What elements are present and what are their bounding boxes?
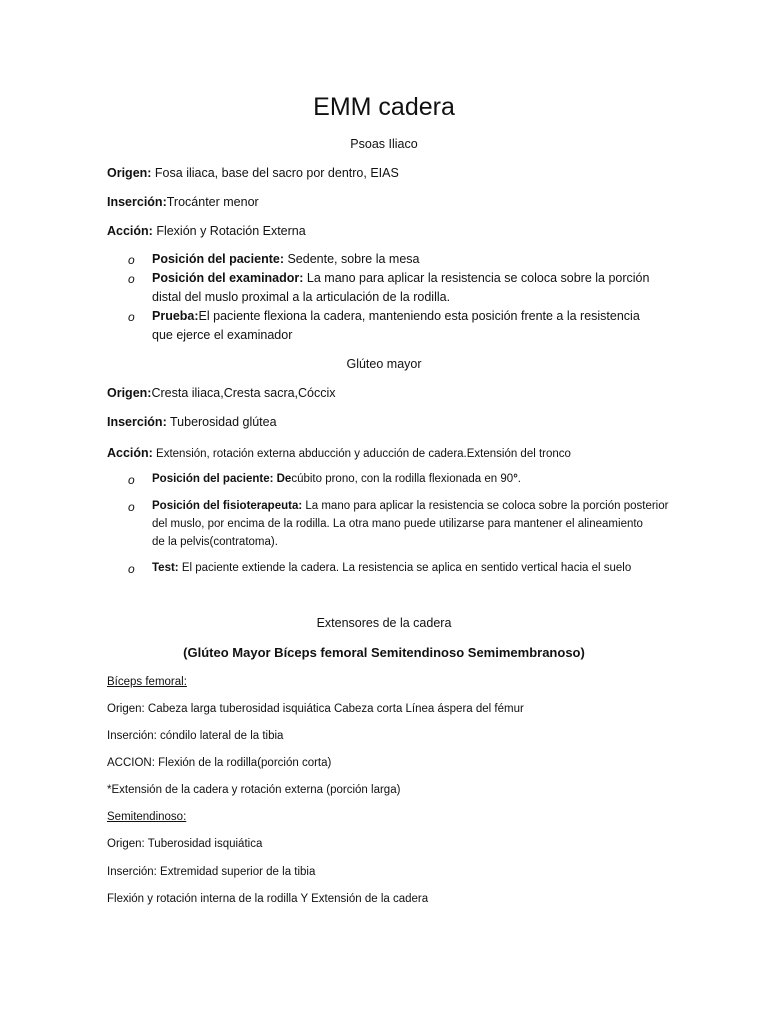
- semitendinoso-insercion: Inserción: Extremidad superior de la tibia: [107, 866, 316, 878]
- psoas-insercion: [107, 195, 259, 209]
- item-text: La mano para aplicar la resistencia se coloca sobre la porción: [303, 271, 650, 285]
- group-text: (Glúteo Mayor Bíceps femoral Semitendinoso Semimembranoso): [183, 645, 585, 660]
- item-label: Posición del paciente:: [152, 252, 284, 266]
- item-label: Posición del examinador:: [152, 271, 304, 285]
- section-heading-gluteo: Glúteo mayor: [346, 357, 422, 371]
- item-end: .: [517, 473, 521, 485]
- insercion-text: Tuberosidad glútea: [166, 415, 277, 429]
- psoas-posicion-examinador-cont: distal del muslo proximal a la articulación de la rodilla.: [152, 290, 451, 304]
- item-label: Posición del fisioterapeuta:: [152, 500, 303, 512]
- gluteo-posicion-fisioterapeuta: [152, 500, 668, 512]
- extensores-group: [0, 645, 768, 660]
- accion-text: Flexión y Rotación Externa: [152, 224, 306, 238]
- gluteo-accion: [107, 444, 571, 462]
- item-text: Sedente, sobre la mesa: [283, 252, 420, 266]
- origen-label: Origen:: [107, 386, 152, 400]
- accion-text: Extensión, rotación externa abducción y aducción de cadera.Extensión del tronco: [152, 448, 571, 460]
- biceps-femoral-label: Bíceps femoral:: [107, 676, 187, 688]
- bullet-icon: o: [128, 272, 135, 286]
- gluteo-origen: [107, 386, 336, 400]
- semitendinoso-accion: Flexión y rotación interna de la rodilla Y Extensión de la cadera: [107, 893, 429, 905]
- degree-symbol: °: [513, 473, 518, 485]
- insercion-label: Inserción:: [107, 195, 167, 209]
- bullet-icon: o: [128, 253, 135, 267]
- origen-text: Fosa iliaca, base del sacro por dentro, EIAS: [151, 166, 399, 180]
- item-text: La mano para aplicar la resistencia se coloca sobre la porción posterior: [302, 500, 669, 512]
- semitendinoso-label: Semitendinoso:: [107, 811, 187, 823]
- psoas-origen: [107, 166, 399, 180]
- gluteo-insercion: [107, 415, 277, 429]
- biceps-origen: Origen: Cabeza larga tuberosidad isquiática Cabeza corta Línea áspera del fémur: [107, 703, 524, 715]
- item-label: Posición del paciente:: [152, 473, 274, 485]
- origen-label: Origen:: [107, 166, 152, 180]
- bullet-icon: o: [128, 473, 135, 487]
- semitendinoso-origen: Origen: Tuberosidad isquiática: [107, 838, 263, 850]
- psoas-prueba-cont: que ejerce el examinador: [152, 328, 293, 342]
- accion-label: Acción:: [107, 224, 153, 238]
- item-text: El paciente flexiona la cadera, manteniendo esta posición frente a la resistencia: [198, 309, 640, 323]
- biceps-extension: *Extensión de la cadera y rotación externa (porción larga): [107, 784, 401, 796]
- page-title: EMM cadera: [313, 93, 455, 121]
- biceps-insercion: Inserción: cóndilo lateral de la tibia: [107, 730, 284, 742]
- item-label: Test:: [152, 562, 179, 574]
- item-text: cúbito prono, con la rodilla flexionada en 90: [291, 473, 514, 485]
- item-text: El paciente extiende la cadera. La resistencia se aplica en sentido vertical hacia el suelo: [178, 562, 632, 574]
- bullet-icon: o: [128, 562, 135, 576]
- gluteo-posicion-paciente: [152, 473, 521, 485]
- insercion-label: Inserción:: [107, 415, 167, 429]
- bullet-icon: o: [128, 310, 135, 324]
- bullet-icon: o: [128, 500, 135, 514]
- psoas-prueba: [152, 309, 640, 323]
- gluteo-posicion-fisioterapeuta-cont2: de la pelvis(contratoma).: [152, 536, 278, 548]
- section-heading-extensores: Extensores de la cadera: [316, 616, 452, 630]
- biceps-accion: ACCION: Flexión de la rodilla(porción corta): [107, 757, 332, 769]
- psoas-posicion-paciente: [152, 252, 419, 266]
- origen-text: Cresta iliaca,Cresta sacra,Cóccix: [151, 386, 336, 400]
- item-label: Prueba:: [152, 309, 199, 323]
- insercion-text: Trocánter menor: [166, 195, 259, 209]
- gluteo-posicion-fisioterapeuta-cont: del muslo, por encima de la rodilla. La otra mano puede utilizarse para mantener el alineamiento: [152, 518, 643, 530]
- psoas-accion: [107, 224, 306, 238]
- psoas-posicion-examinador: [152, 271, 649, 285]
- accion-label: Acción:: [107, 446, 153, 460]
- item-bold: De: [273, 473, 292, 485]
- gluteo-test: [152, 562, 631, 574]
- section-heading-psoas: Psoas Iliaco: [350, 137, 418, 151]
